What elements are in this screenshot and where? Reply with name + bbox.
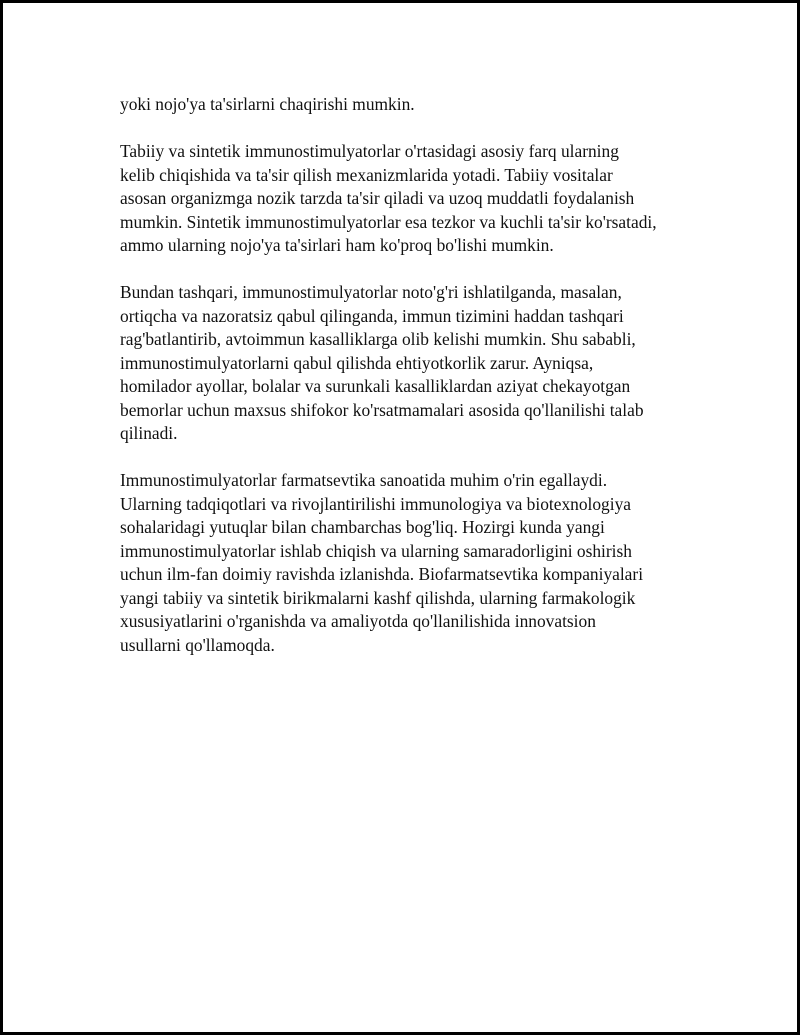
text-line: Ularning tadqiqotlari va rivojlantirilishi immunologiya va biotexnologiya — [120, 493, 632, 514]
text-line: Bundan tashqari, immunostimulyatorlar noto'g'ri ishlatilganda, masalan, — [120, 282, 622, 302]
document-body — [120, 93, 710, 681]
text-line: asosan organizmga nozik tarzda ta'sir qiladi va uzoq muddatli foydalanish — [120, 188, 635, 208]
text-line: uchun ilm-fan doimiy ravishda izlanishda. Biofarmatsevtika kompaniyalari — [120, 564, 644, 584]
text-line: xususiyatlarini o'rganishda va amaliyotda qo'llanilishida innovatsion — [120, 611, 596, 631]
text-line: kelib chiqishida va ta'sir qilish mexanizmlarida yotadi. Tabiiy vositalar — [120, 164, 613, 185]
paragraph-4 — [120, 469, 710, 657]
text-line: bemorlar uchun maxsus shifokor ko'rsatmamalari asosida qo'llanilishi talab — [120, 399, 644, 420]
text-line: homilador ayollar, bolalar va surunkali kasalliklardan aziyat chekayotgan — [120, 376, 631, 396]
text-line: ortiqcha va nazoratsiz qabul qilinganda, immun tizimini haddan tashqari — [120, 305, 624, 326]
text-line: immunostimulyatorlar ishlab chiqish va ularning samaradorligini oshirish — [120, 540, 632, 561]
text-line: yangi tabiiy va sintetik birikmalarni kashf qilishda, ularning farmakologik — [120, 587, 636, 608]
text-line: ammo ularning nojo'ya ta'sirlari ham ko'proq bo'lishi mumkin. — [120, 235, 554, 255]
text-line: usullarni qo'llamoqda. — [120, 634, 275, 655]
text-line: Tabiiy va sintetik immunostimulyatorlar o'rtasidagi asosiy farq ularning — [120, 141, 619, 161]
paragraph-1 — [120, 93, 710, 117]
paragraph-2 — [120, 140, 710, 258]
text-line: immunostimulyatorlarni qabul qilishda ehtiyotkorlik zarur. Ayniqsa, — [120, 352, 594, 373]
text-line: Immunostimulyatorlar farmatsevtika sanoatida muhim o'rin egallaydi. — [120, 470, 608, 490]
text-line: qilinadi. — [120, 423, 178, 443]
text-line: rag'batlantirib, avtoimmun kasalliklarga olib kelishi mumkin. Shu sababli, — [120, 329, 636, 349]
text-line: yoki nojo'ya ta'sirlarni chaqirishi mumkin. — [120, 94, 415, 114]
text-line: mumkin. Sintetik immunostimulyatorlar esa tezkor va kuchli ta'sir ko'rsatadi, — [120, 211, 657, 232]
text-line: sohalaridagi yutuqlar bilan chambarchas bog'liq. Hozirgi kunda yangi — [120, 517, 605, 537]
paragraph-3 — [120, 281, 710, 446]
